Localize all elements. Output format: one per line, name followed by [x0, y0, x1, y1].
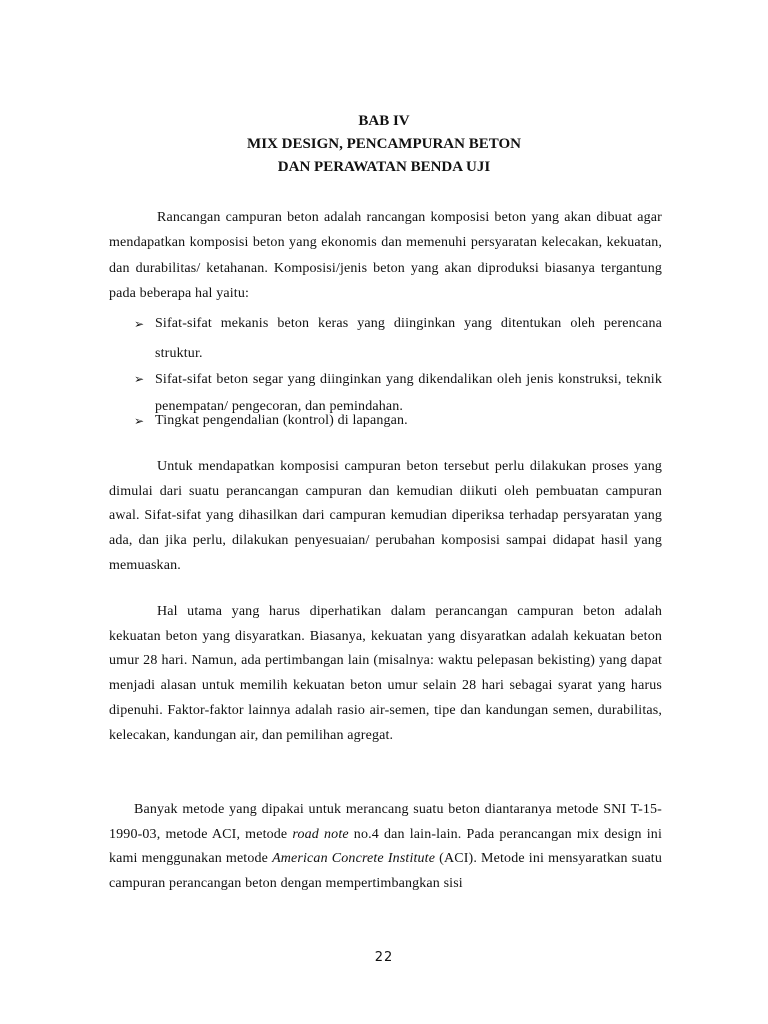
methods-text-2: no.4 dan lain-lain. Pada perancangan mix design ini kami menggunakan metode — [109, 826, 662, 866]
paragraph-main-considerations: Hal utama yang harus diperhatikan dalam perancangan campuran beton adalah kekuatan beton yang disyaratkan. Biasanya, kekuatan yang disyaratkan adalah kekuatan beton umur 28 hari. Namun, ada pertimbangan lain (misalnya: waktu pelepasan bekisting) yang dapat menjadi alasan untuk memilih kekuatan beton umur selain 28 hari sebagai syarat yang harus dipenuhi. Faktor-faktor lainnya adalah rasio air-semen, tipe dan kandungan semen, durabilitas, kelecakan, kandungan air, dan pemilihan agregat. — [109, 604, 662, 743]
chapter-title-line-1: MIX DESIGN, PENCAMPURAN BETON — [247, 136, 521, 152]
arrow-bullet-icon: ➢ — [134, 372, 145, 386]
chapter-number: BAB IV — [358, 113, 410, 129]
arrow-bullet-icon: ➢ — [134, 414, 145, 428]
list-item-text: Sifat-sifat mekanis beton keras yang diinginkan yang ditentukan oleh perencana struktur. — [155, 316, 662, 361]
paragraph-process: Untuk mendapatkan komposisi campuran beton tersebut perlu dilakukan proses yang dimulai dari suatu perancangan campuran dan kemudian diikuti oleh pembuatan campuran awal. Sifat-sifat yang dihasilkan dari campuran kemudian diperiksa terhadap persyaratan yang ada, dan jika perlu, dilakukan penyesuaian/ perubahan komposisi sampai didapat hasil yang memuaskan. — [109, 459, 662, 573]
list-item — [134, 309, 662, 369]
methods-italic-road-note: road note — [292, 826, 349, 842]
methods-text-3: (ACI). Metode ini mensyaratkan suatu campuran perancangan beton dengan mempertimbangkan sisi — [109, 851, 662, 891]
arrow-bullet-icon: ➢ — [134, 317, 145, 331]
paragraph-intro: Rancangan campuran beton adalah rancangan komposisi beton yang akan dibuat agar mendapatkan komposisi beton yang ekonomis dan memenuhi persyaratan kelecakan, kekuatan, dan durabilitas/ ketahanan. Komposisi/jenis beton yang akan diproduksi biasanya tergantung pada beberapa hal yaitu: — [109, 210, 662, 301]
list-item — [134, 412, 662, 430]
paragraph-methods — [109, 798, 662, 896]
list-item-text: Tingkat pengendalian (kontrol) di lapangan. — [155, 413, 408, 428]
page-number: 22 — [374, 950, 394, 965]
chapter-title-line-2: DAN PERAWATAN BENDA UJI — [277, 159, 491, 175]
methods-text-1: Banyak metode yang dipakai untuk merancang suatu beton diantaranya metode SNI T-15-1990-03, metode ACI, metode — [109, 802, 662, 842]
methods-italic-aci: American Concrete Institute — [272, 851, 436, 866]
list-item-text: Sifat-sifat beton segar yang diinginkan yang dikendalikan oleh jenis konstruksi, teknik penempatan/ pengecoran, dan pemindahan. — [155, 372, 662, 414]
